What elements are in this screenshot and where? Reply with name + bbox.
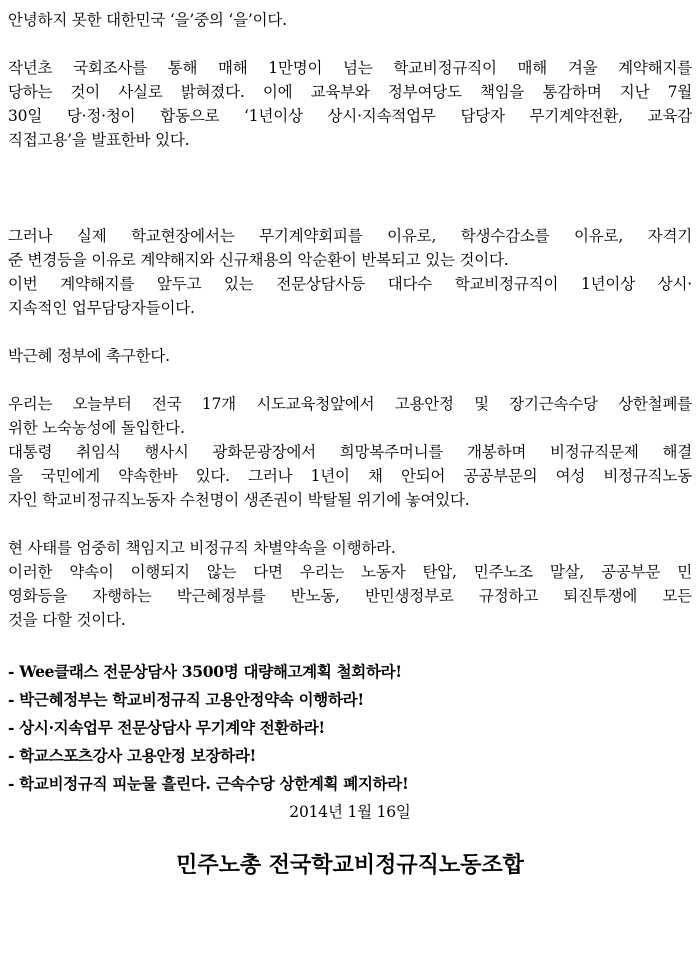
- spacer: [8, 368, 692, 392]
- paragraph-line: 그러나 실제 학교현장에서는 무기계약회피를 이유로, 학생수감소를 이유로, 자격기: [8, 227, 692, 245]
- demand-item: - Wee클래스 전문상담사 3500명 대량해고계획 철회하라!: [8, 662, 402, 681]
- paragraph-3: [8, 392, 692, 512]
- statement-document: [8, 8, 692, 880]
- paragraph-line: 현 사태를 엄중히 책임지고 비정규직 차별약속을 이행하라.: [8, 539, 396, 557]
- demands-list: [8, 660, 692, 796]
- demand-item: - 학교비정규직 피눈물 흘린다. 근속수당 상한계획 폐지하라!: [8, 774, 409, 793]
- call-line: 박근혜 정부에 촉구한다.: [8, 347, 170, 365]
- paragraph-line: 30일 당·정·청이 합동으로 ‘1년이상 상시·지속적업무 담당자 무기계약전환, 교육감: [8, 107, 692, 125]
- paragraph-line: 직접고용’을 발표한바 있다.: [8, 131, 190, 149]
- paragraph-line: 작년초 국회조사를 통해 매해 1만명이 넘는 학교비정규직이 매해 겨울 계약해지를: [8, 59, 692, 77]
- title-line: 안녕하지 못한 대한민국 ‘을’중의 ‘을’이다.: [8, 11, 287, 29]
- paragraph-line: 것을 다할 것이다.: [8, 611, 126, 629]
- paragraph-line: 이러한 약속이 이행되지 않는 다면 우리는 노동자 탄압, 민주노조 말살, 공공부문 민: [8, 563, 692, 581]
- paragraph-line: 자인 학교비정규직노동자 수천명이 생존권이 박탈될 위기에 놓여있다.: [8, 491, 470, 509]
- paragraph-line: 위한 노숙농성에 돌입한다.: [8, 419, 185, 437]
- paragraph-2: [8, 224, 692, 320]
- spacer: [8, 176, 692, 200]
- demand-item: - 상시·지속업무 전문상담사 무기계약 전환하라!: [8, 718, 325, 737]
- paragraph-1: [8, 56, 692, 152]
- spacer: [8, 32, 692, 56]
- spacer: [8, 632, 692, 656]
- paragraph-line: 을 국민에게 약속한바 있다. 그러나 1년이 채 안되어 공공부문의 여성 비정규직노동: [8, 467, 692, 485]
- demand-item: - 학교스포츠강사 고용안정 보장하라!: [8, 746, 257, 765]
- spacer: [8, 152, 692, 176]
- paragraph-line: 영화등을 자행하는 박근혜정부를 반노동, 반민생정부로 규정하고 퇴진투쟁에 모든: [8, 587, 692, 605]
- paragraph-line: 대통령 취임식 행사시 광화문광장에서 희망복주머니를 개봉하며 비정규직문제 해결: [8, 443, 692, 461]
- paragraph-line: 준 변경등을 이유로 계약해지와 신규채용의 악순환이 반복되고 있는 것이다.: [8, 251, 509, 269]
- demand-item: - 박근혜정부는 학교비정규직 고용안정약속 이행하라!: [8, 690, 364, 709]
- paragraph-line: 지속적인 업무담당자들이다.: [8, 299, 195, 317]
- date: 2014년 1월 16일: [289, 803, 411, 821]
- paragraph-line: 당하는 것이 사실로 밝혀졌다. 이에 교육부와 정부여당도 책임을 통감하며 지난 7월: [8, 83, 692, 101]
- paragraph-4: [8, 536, 692, 632]
- signature: 민주노총 전국학교비정규직노동조합: [176, 852, 524, 878]
- spacer: [8, 200, 692, 224]
- spacer: [8, 320, 692, 344]
- spacer: [8, 512, 692, 536]
- paragraph-line: 우리는 오늘부터 전국 17개 시도교육청앞에서 고용안정 및 장기근속수당 상한철폐를: [8, 395, 692, 413]
- paragraph-line: 이번 계약해지를 앞두고 있는 전문상담사등 대다수 학교비정규직이 1년이상 상시·: [8, 275, 692, 293]
